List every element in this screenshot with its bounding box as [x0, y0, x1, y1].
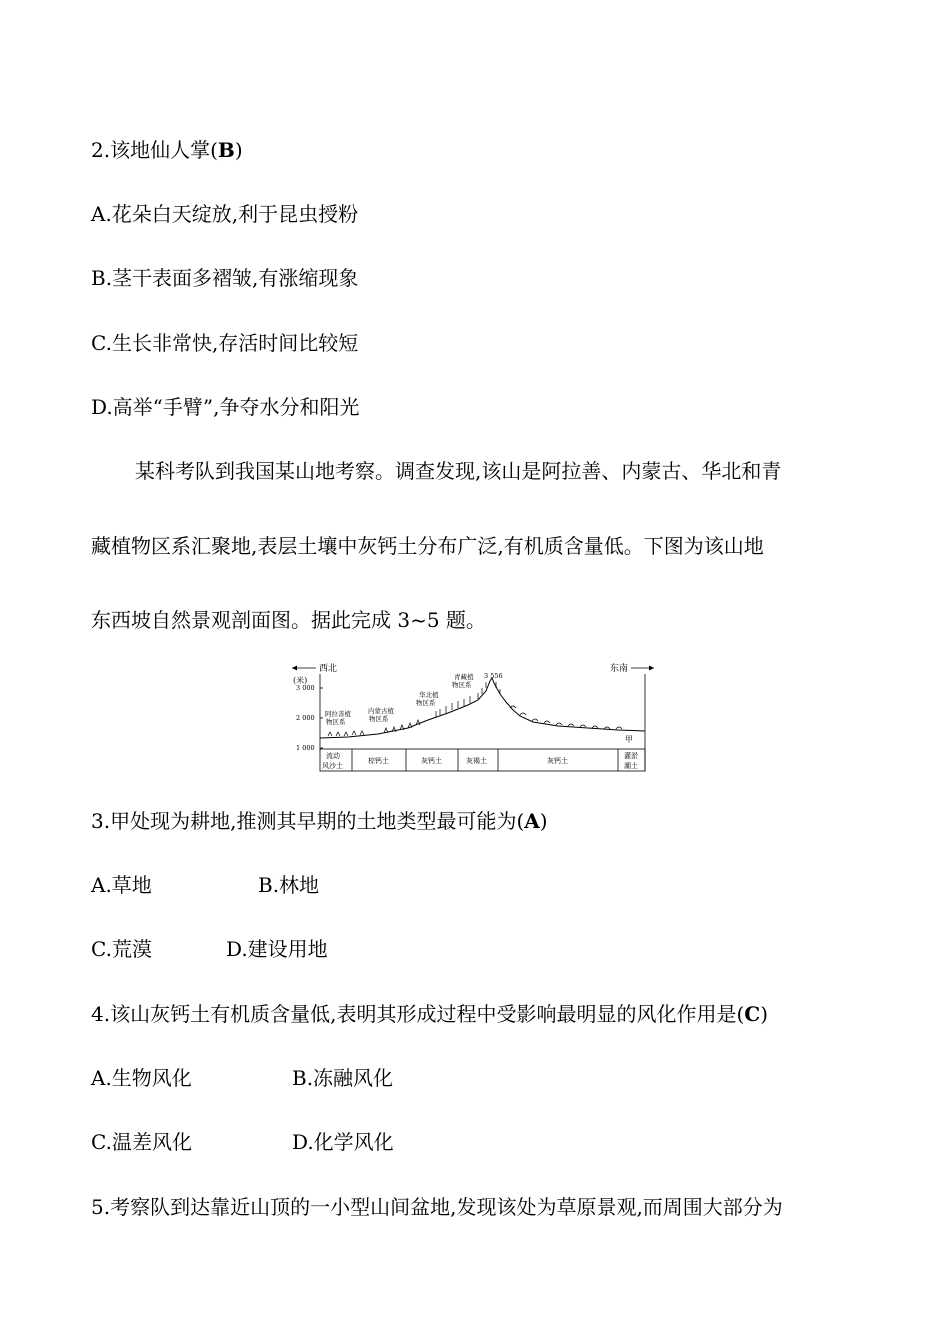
q3-answer: A [524, 809, 540, 833]
zone-label-neimenggu: 内蒙古植物区系 [368, 707, 394, 723]
q2-stem: 2.该地仙人掌(B) [91, 138, 243, 162]
y-tick-label-3000: 3 000 [296, 684, 315, 692]
q3-option-a: A.草地 [91, 873, 152, 897]
zone-label-qingzang: 青藏植物区系 [452, 673, 474, 689]
y-unit-label: (米) [293, 676, 308, 685]
east-label: 东南 [610, 664, 629, 674]
q5-stem: 5.考察队到达靠近山顶的一小型山间盆地,发现该处为草原景观,而周围大部分为 [91, 1195, 783, 1219]
q3-option-b: B.林地 [258, 873, 320, 897]
q2-option-d: D.高举“手臂”,争夺水分和阳光 [91, 395, 360, 419]
west-arrow [292, 666, 316, 671]
site-jia-label: 甲 [625, 735, 633, 744]
soil-cell-6: 灌淤潮土 [624, 752, 638, 770]
q4-stem: 4.该山灰钙土有机质含量低,表明其形成过程中受影响最明显的风化作用是(C) [91, 1002, 768, 1026]
soil-cell-5: 灰钙土 [547, 757, 568, 765]
y-tick-label-2000: 2 000 [296, 714, 315, 722]
passage-line-1: 某科考队到我国某山地考察。调查发现,该山是阿拉善、内蒙古、华北和青 [135, 459, 782, 483]
passage-line-3: 东西坡自然景观剖面图。据此完成 3~5 题。 [91, 608, 486, 632]
q2-answer: B [217, 138, 235, 162]
zone-label-huabei: 华北植物区系 [416, 691, 439, 707]
q4-option-b: B.冻融风化 [292, 1066, 394, 1090]
q2-option-b: B.茎干表面多褶皱,有涨缩现象 [91, 266, 359, 290]
q3-option-d: D.建设用地 [226, 937, 328, 961]
q2-option-c: C.生长非常快,存活时间比较短 [91, 331, 359, 355]
soil-cell-1: 流动风沙土 [322, 752, 343, 770]
q4-option-c: C.温差风化 [91, 1130, 192, 1154]
q4-option-d: D.化学风化 [292, 1130, 394, 1154]
peak-elevation-label: 3 556 [484, 672, 503, 680]
west-label: 西北 [319, 664, 338, 674]
q2-option-a: A.花朵白天绽放,利于昆虫授粉 [91, 202, 359, 226]
slope-profile-figure [288, 658, 656, 774]
soil-cell-2: 棕钙土 [368, 757, 389, 765]
q4-option-a: A.生物风化 [91, 1066, 192, 1090]
q3-stem: 3.甲处现为耕地,推测其早期的土地类型最可能为(A) [91, 809, 548, 833]
passage-line-2: 藏植物区系汇聚地,表层土壤中灰钙土分布广泛,有机质含量低。下图为该山地 [91, 534, 764, 558]
east-arrow [631, 666, 654, 671]
q4-answer: C [744, 1002, 761, 1026]
soil-cell-4: 灰褐土 [466, 757, 487, 765]
q3-option-c: C.荒漠 [91, 937, 152, 961]
zone-label-alashan: 阿拉善植物区系 [325, 710, 351, 726]
y-tick-label-1000: 1 000 [296, 744, 315, 752]
soil-cell-3: 灰钙土 [421, 757, 442, 765]
